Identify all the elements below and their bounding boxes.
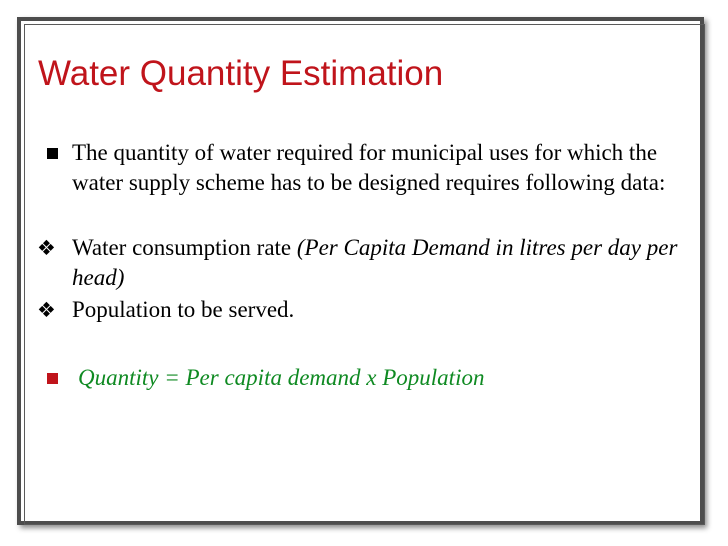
slide-body <box>37 138 690 393</box>
bullet-italic-text-2: (Per Capita Demand in litres per day per head) <box>72 235 678 290</box>
square-bullet-icon <box>47 148 58 159</box>
diamond-bullet-icon: ❖ <box>37 298 56 322</box>
diamond-bullet-icon: ❖ <box>37 236 56 260</box>
bullet-text-1: The quantity of water required for municipal uses for which the water supply scheme has to be designed requires following data: <box>72 140 666 195</box>
square-bullet-icon <box>47 373 58 384</box>
bullet-item-2 <box>37 233 690 293</box>
bullet-item-1 <box>40 138 690 198</box>
slide-title: Water Quantity Estimation <box>38 54 444 93</box>
bullet-item-3 <box>37 295 690 325</box>
formula-text: Quantity = Per capita demand x Population <box>78 365 485 390</box>
bullet-text-2: Water consumption rate <box>72 235 297 260</box>
bullet-item-4 <box>40 363 690 393</box>
bullet-text-3: Population to be served. <box>72 297 295 322</box>
